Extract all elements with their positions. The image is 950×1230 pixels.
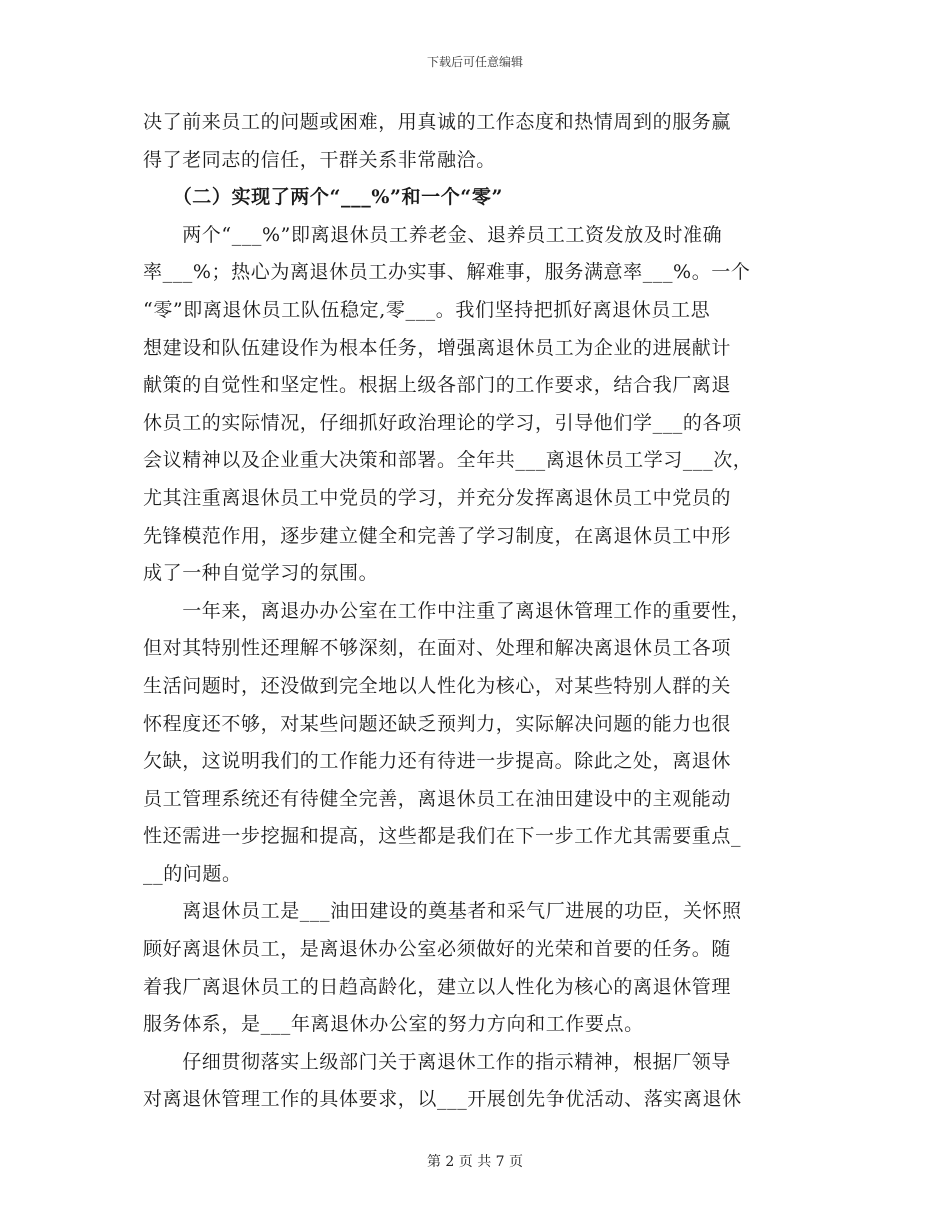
text-line: 着我厂离退休员工的日趋高龄化，建立以人性化为核心的离退休管理 [143, 975, 732, 998]
text-line: 献策的自觉性和坚定性。根据上级各部门的工作要求，结合我厂离退 [143, 374, 732, 397]
text-line: 决了前来员工的问题或困难，用真诚的工作态度和热情周到的服务赢 [143, 111, 732, 133]
text-line: 对离退休管理工作的具体要求，以___开展创先争优活动、落实离退休 [143, 1088, 742, 1111]
text-line: 顾好离退休员工，是离退休办公室必须做好的光荣和首要的任务。随 [143, 938, 732, 961]
text-line: 欠缺，这说明我们的工作能力还有待进一步提高。除此之处，离退休 [143, 750, 732, 773]
text-line: 休员工的实际情况，仔细抓好政治理论的学习，引导他们学___的各项 [143, 411, 742, 434]
text-line: 但对其特别性还理解不够深刻，在面对、处理和解决离退休员工各项 [143, 637, 732, 660]
text-line: “零”即离退休员工队伍稳定,零___。我们坚持把抓好离退休员工思 [143, 298, 711, 321]
text-line: 性还需进一步挖掘和提高，这些都是我们在下一步工作尤其需要重点_ [143, 825, 742, 848]
text-line: 先锋模范作用，逐步建立健全和完善了学习制度，在离退休员工中形 [143, 524, 732, 547]
page-header: 下载后可任意编辑 [426, 55, 523, 69]
text-line: 服务体系，是___年离退休办公室的努力方向和工作要点。 [143, 1013, 644, 1036]
text-line: 一年来，离退办办公室在工作中注重了离退休管理工作的重要性， [143, 599, 751, 622]
section-heading: （二）实现了两个“___%”和一个“零” [143, 186, 503, 209]
text-line: __的问题。 [143, 862, 242, 885]
page-footer: 第 2 页 共 7 页 [426, 1154, 524, 1170]
text-line: 想建设和队伍建设作为根本任务，增强离退休员工为企业的进展献计 [143, 336, 732, 359]
text-line: 员工管理系统还有待健全完善，离退休员工在油田建设中的主观能动 [143, 787, 732, 810]
text-line: 生活问题时，还没做到完全地以人性化为核心，对某些特别人群的关 [143, 674, 732, 697]
text-line: 怀程度还不够，对某些问题还缺乏预判力，实际解决问题的能力也很 [143, 712, 732, 735]
text-line: 得了老同志的信任，干群关系非常融洽。 [143, 148, 496, 171]
text-line: 离退休员工是___油田建设的奠基者和采气厂进展的功臣，关怀照 [143, 900, 742, 923]
text-line: 会议精神以及企业重大决策和部署。全年共___离退休员工学习___次， [143, 449, 753, 472]
text-line: 仔细贯彻落实上级部门关于离退休工作的指示精神，根据厂领导 [143, 1050, 732, 1073]
text-line: 尤其注重离退休员工中党员的学习，并充分发挥离退休员工中党员的 [143, 486, 732, 509]
text-line: 率___%；热心为离退休员工办实事、解难事，服务满意率___%。一个 [143, 261, 751, 284]
text-line: 两个“___%”即离退休员工养老金、退养员工工资发放及时准确 [143, 223, 723, 246]
document-body [143, 104, 807, 1119]
text-line: 成了一种自觉学习的氛围。 [143, 562, 379, 585]
